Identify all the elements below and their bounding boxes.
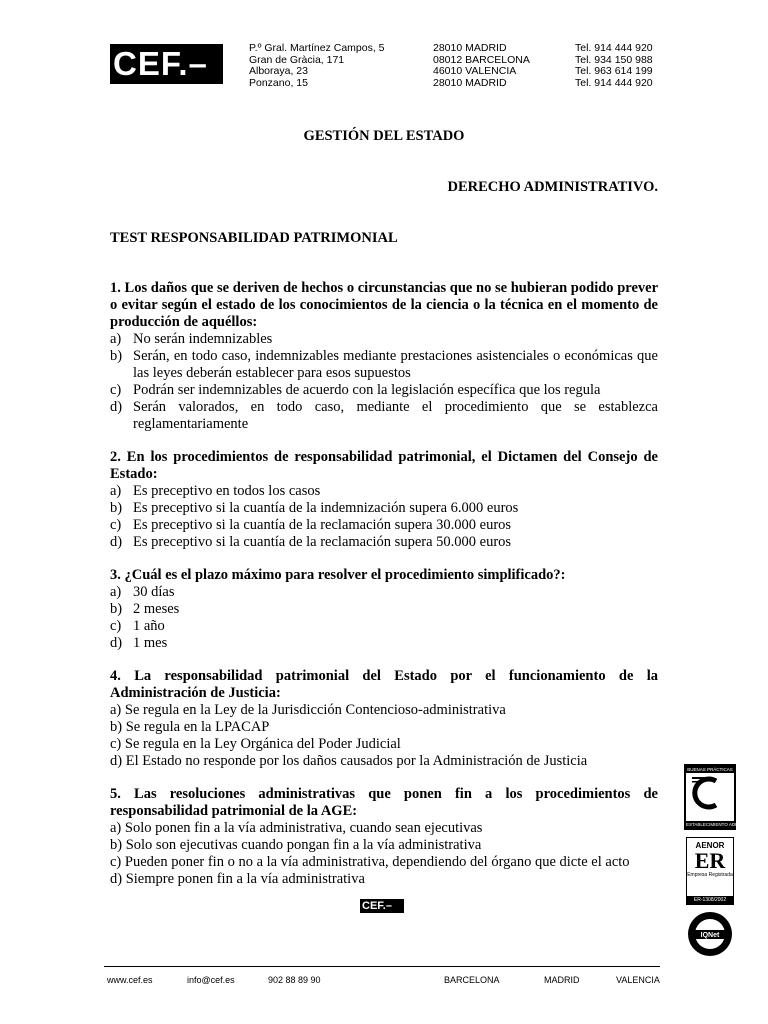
- question-text: 1. Los daños que se deriven de hechos o circunstancias que no se hubieran podido prever o evitar según el estado de los conocimientos de la ciencia o la técnica en el momento de producción de aquéllos:: [110, 280, 658, 330]
- address-street: Gran de Gràcia, 171: [249, 53, 345, 66]
- address-phones: [575, 43, 653, 89]
- option-letter: a): [110, 584, 122, 600]
- option-text: 2 meses: [133, 601, 180, 617]
- address-street: Ponzano, 15: [249, 76, 308, 89]
- answer-option: [110, 584, 658, 601]
- option-text: Es preceptivo en todos los casos: [133, 483, 321, 499]
- address-phone: Tel. 934 150 988: [575, 53, 653, 66]
- aenor-code: ER-1308/2002: [687, 896, 733, 904]
- option-letter: b): [110, 837, 123, 853]
- question-5: [110, 786, 658, 888]
- option-letter: a): [110, 483, 122, 499]
- iqnet-label: IQNet: [700, 932, 720, 939]
- er-mark-icon: ER: [694, 848, 726, 873]
- question-4: [110, 668, 658, 770]
- answer-option: [110, 635, 658, 652]
- buenas-practicas-icon: [686, 773, 734, 813]
- option-letter: a): [110, 702, 122, 718]
- option-text: Se regula en la Ley de la Jurisdicción Contencioso-administrativa: [124, 702, 506, 718]
- option-text: Es preceptivo si la cuantía de la reclamación supera 30.000 euros: [133, 517, 512, 533]
- option-text: 30 días: [133, 584, 175, 600]
- subject-title: DERECHO ADMINISTRATIVO.: [447, 179, 658, 195]
- footer-city: MADRID: [544, 975, 580, 985]
- question-text: 4. La responsabilidad patrimonial del Estado por el funcionamiento de la Administración de Justicia:: [110, 668, 658, 701]
- footer-city: BARCELONA: [444, 975, 500, 985]
- option-text: Es preceptivo si la cuantía de la reclamación supera 50.000 euros: [133, 534, 512, 550]
- footer-city: VALENCIA: [616, 975, 660, 985]
- address-city: 28010 MADRID: [433, 76, 507, 89]
- question-text: 5. Las resoluciones administrativas que ponen fin a los procedimientos de responsabilidad patrimonial de la AGE:: [110, 786, 658, 819]
- address-cities: [433, 43, 530, 89]
- address-phone: Tel. 914 444 920: [575, 76, 653, 89]
- answer-option: [110, 820, 658, 837]
- option-text: Serán, en todo caso, indemnizables mediante prestaciones asistenciales o económicas que las leyes deberán establecer para esos supuestos: [133, 348, 658, 381]
- answer-option: [110, 871, 658, 888]
- document-title: GESTIÓN DEL ESTADO: [303, 128, 465, 144]
- answer-option: [110, 500, 658, 517]
- answer-option: [110, 331, 658, 348]
- address-phone: Tel. 963 614 199: [575, 65, 653, 77]
- buenas-practicas-badge: [684, 764, 753, 830]
- questions-list: [110, 280, 658, 904]
- address-street: Alboraya, 23: [249, 65, 308, 77]
- cef-logo: CEF.–: [110, 44, 223, 84]
- option-letter: c): [110, 618, 122, 634]
- answer-option: [110, 837, 658, 854]
- answer-option: [110, 517, 658, 534]
- aenor-badge: [686, 837, 734, 905]
- aenor-caption: Empresa Registrada: [687, 872, 733, 878]
- option-text: Se regula en la Ley Orgánica del Poder Judicial: [124, 736, 401, 752]
- address-streets: [249, 43, 385, 89]
- answer-option: [110, 601, 658, 618]
- question-text: 3. ¿Cuál es el plazo máximo para resolver el procedimiento simplificado?:: [110, 567, 566, 583]
- answer-option: [110, 618, 658, 635]
- answer-option: [110, 854, 658, 871]
- address-city: 08012 BARCELONA: [433, 53, 530, 66]
- option-text: El Estado no responde por los daños causados por la Administración de Justicia: [125, 753, 588, 769]
- option-text: Siempre ponen fin a la vía administrativa: [125, 871, 365, 887]
- option-text: Podrán ser indemnizables de acuerdo con la legislación específica que los regula: [133, 382, 601, 398]
- option-letter: b): [110, 348, 123, 364]
- footer-phone: 902 88 89 90: [268, 975, 321, 985]
- option-letter: a): [110, 331, 122, 347]
- option-text: Solo son ejecutivas cuando pongan fin a la vía administrativa: [125, 837, 482, 853]
- footer-email-link[interactable]: info@cef.es: [187, 975, 235, 985]
- answer-option: [110, 382, 658, 399]
- option-letter: a): [110, 820, 122, 836]
- option-letter: d): [110, 871, 123, 887]
- option-text: Es preceptivo si la cuantía de la indemnización supera 6.000 euros: [133, 500, 519, 516]
- aenor-label: AENOR: [695, 841, 725, 850]
- footer-divider: [104, 966, 660, 967]
- badge-bottom-label: ESTABLECIMIENTO ADHERIDO: [686, 822, 753, 827]
- option-text: 1 mes: [133, 635, 168, 651]
- badge-top-label: BUENAS PRÁCTICAS: [687, 767, 733, 772]
- option-text: Se regula en la LPACAP: [125, 719, 270, 735]
- answer-option: [110, 753, 658, 770]
- address-city: 46010 VALENCIA: [433, 65, 517, 77]
- question-3: [110, 567, 658, 652]
- option-text: Serán valorados, en todo caso, mediante el procedimiento que se establezca reglamentariamente: [133, 399, 658, 432]
- answer-option: [110, 483, 658, 500]
- answer-option: [110, 736, 658, 753]
- question-2: [110, 449, 658, 551]
- test-title: TEST RESPONSABILIDAD PATRIMONIAL: [110, 230, 398, 246]
- answer-option: [110, 534, 658, 551]
- option-letter: d): [110, 635, 123, 651]
- question-1: [110, 280, 658, 433]
- address-phone: Tel. 914 444 920: [575, 42, 653, 54]
- answer-option: [110, 399, 658, 433]
- answer-option: [110, 702, 658, 719]
- iqnet-seal-icon: [686, 910, 734, 958]
- answer-option: [110, 348, 658, 382]
- question-text: 2. En los procedimientos de responsabilidad patrimonial, el Dictamen del Consejo de Estado:: [110, 449, 658, 482]
- option-text: 1 año: [133, 618, 165, 634]
- option-letter: c): [110, 382, 122, 398]
- option-letter: d): [110, 399, 123, 415]
- answer-option: [110, 719, 658, 736]
- option-letter: c): [110, 736, 122, 752]
- option-text: Pueden poner fin o no a la vía administrativa, dependiendo del órgano que dicte el acto: [124, 854, 630, 870]
- option-letter: c): [110, 854, 122, 870]
- option-text: No serán indemnizables: [133, 331, 273, 347]
- option-letter: d): [110, 534, 123, 550]
- option-letter: d): [110, 753, 123, 769]
- footer-web-link[interactable]: www.cef.es: [107, 975, 153, 985]
- address-city: 28010 MADRID: [433, 42, 507, 54]
- address-street: P.º Gral. Martínez Campos, 5: [249, 42, 385, 54]
- option-letter: b): [110, 500, 123, 516]
- option-letter: b): [110, 601, 123, 617]
- option-letter: b): [110, 719, 123, 735]
- option-letter: c): [110, 517, 122, 533]
- option-text: Solo ponen fin a la vía administrativa, cuando sean ejecutivas: [124, 820, 483, 836]
- cef-logo-small: CEF.–: [360, 899, 404, 913]
